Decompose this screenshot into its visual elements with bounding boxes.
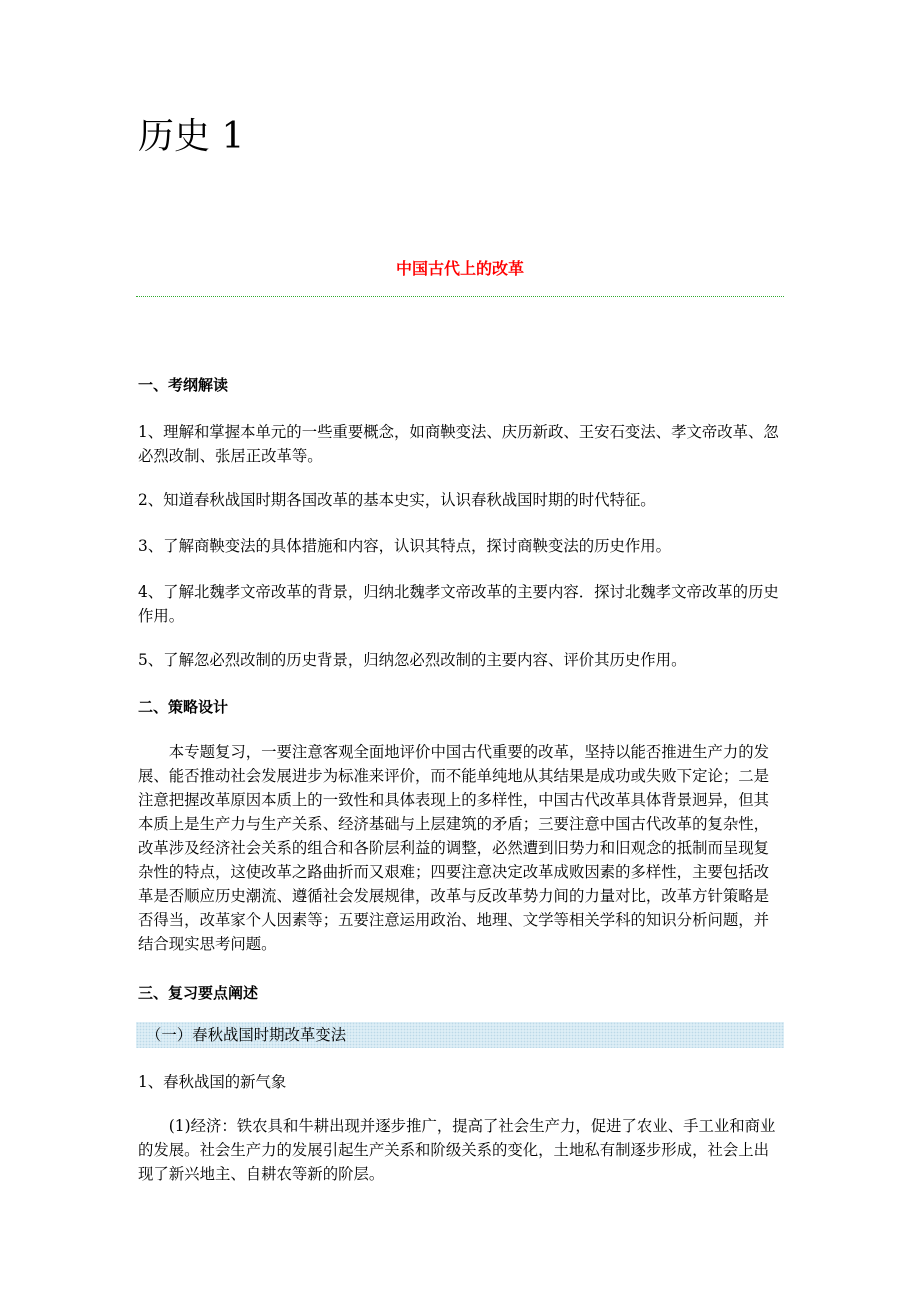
document-heading: 中国古代上的改革 bbox=[395, 259, 524, 278]
point-title: 1、春秋战国的新气象 bbox=[138, 1073, 287, 1091]
section-heading-fuxi: 三、复习要点阐述 bbox=[138, 984, 259, 1002]
subsection-title: （一）春秋战国时期改革变法 bbox=[146, 1026, 347, 1044]
kaogang-item-2: 2、知道春秋战国时期各国改革的基本史实，认识春秋战国时期的时代特征。 bbox=[138, 491, 656, 509]
section-heading-kaogang: 一、考纲解读 bbox=[138, 376, 229, 394]
point-paragraph: (1)经济：铁农具和牛耕出现并逐步推广，提高了社会生产力，促进了农业、手工业和商业的发展。社会生产力的发展引起生产关系和阶级关系的变化，土地私有制逐步形成，社会上出现了新兴地主、自耕农等新的阶层。 bbox=[138, 1117, 776, 1183]
subsection-bar bbox=[136, 1022, 784, 1048]
section-heading-celue: 二、策略设计 bbox=[138, 698, 229, 716]
kaogang-item-3: 3、了解商鞅变法的具体措施和内容，认识其特点，探讨商鞅变法的历史作用。 bbox=[138, 537, 672, 555]
celue-paragraph: 本专题复习，一要注意客观全面地评价中国古代重要的改革，坚持以能否推进生产力的发展、能否推动社会发展进步为标准来评价，而不能单纯地从其结果是成功或失败下定论；二是注意把握改革原因本质上的一致性和具体表现上的多样性，中国古代改革具体背景迥异，但其本质上是生产力与生产关系、经济基础与上层建筑的矛盾；三要注意中国古代改革的复杂性，改革涉及经济社会关系的组合和各阶层利益的调整，必然遭到旧势力和旧观念的抵制而呈现复杂性的特点，这使改革之路曲折而又艰难；四要注意决定改革成败因素的多样性，主要包括改革是否顺应历史潮流、遵循社会发展规律，改革与反改革势力间的力量对比，改革方针策略是否得当，改革家个人因素等；五要注意运用政治、地理、文学等相关学科的知识分析问题，并结合现实思考问题。 bbox=[138, 743, 770, 953]
heading-divider bbox=[136, 296, 784, 297]
kaogang-item-5: 5、了解忽必烈改制的历史背景，归纳忽必烈改制的主要内容、评价其历史作用。 bbox=[138, 651, 687, 669]
kaogang-item-4: 4、了解北魏孝文帝改革的背景，归纳北魏孝文帝改革的主要内容．探讨北魏孝文帝改革的历史作用。 bbox=[138, 583, 779, 625]
kaogang-item-1: 1、理解和掌握本单元的一些重要概念，如商鞅变法、庆历新政、王安石变法、孝文帝改革、忽必烈改制、张居正改革等。 bbox=[138, 423, 779, 465]
page-title: 历史 1 bbox=[138, 116, 245, 157]
